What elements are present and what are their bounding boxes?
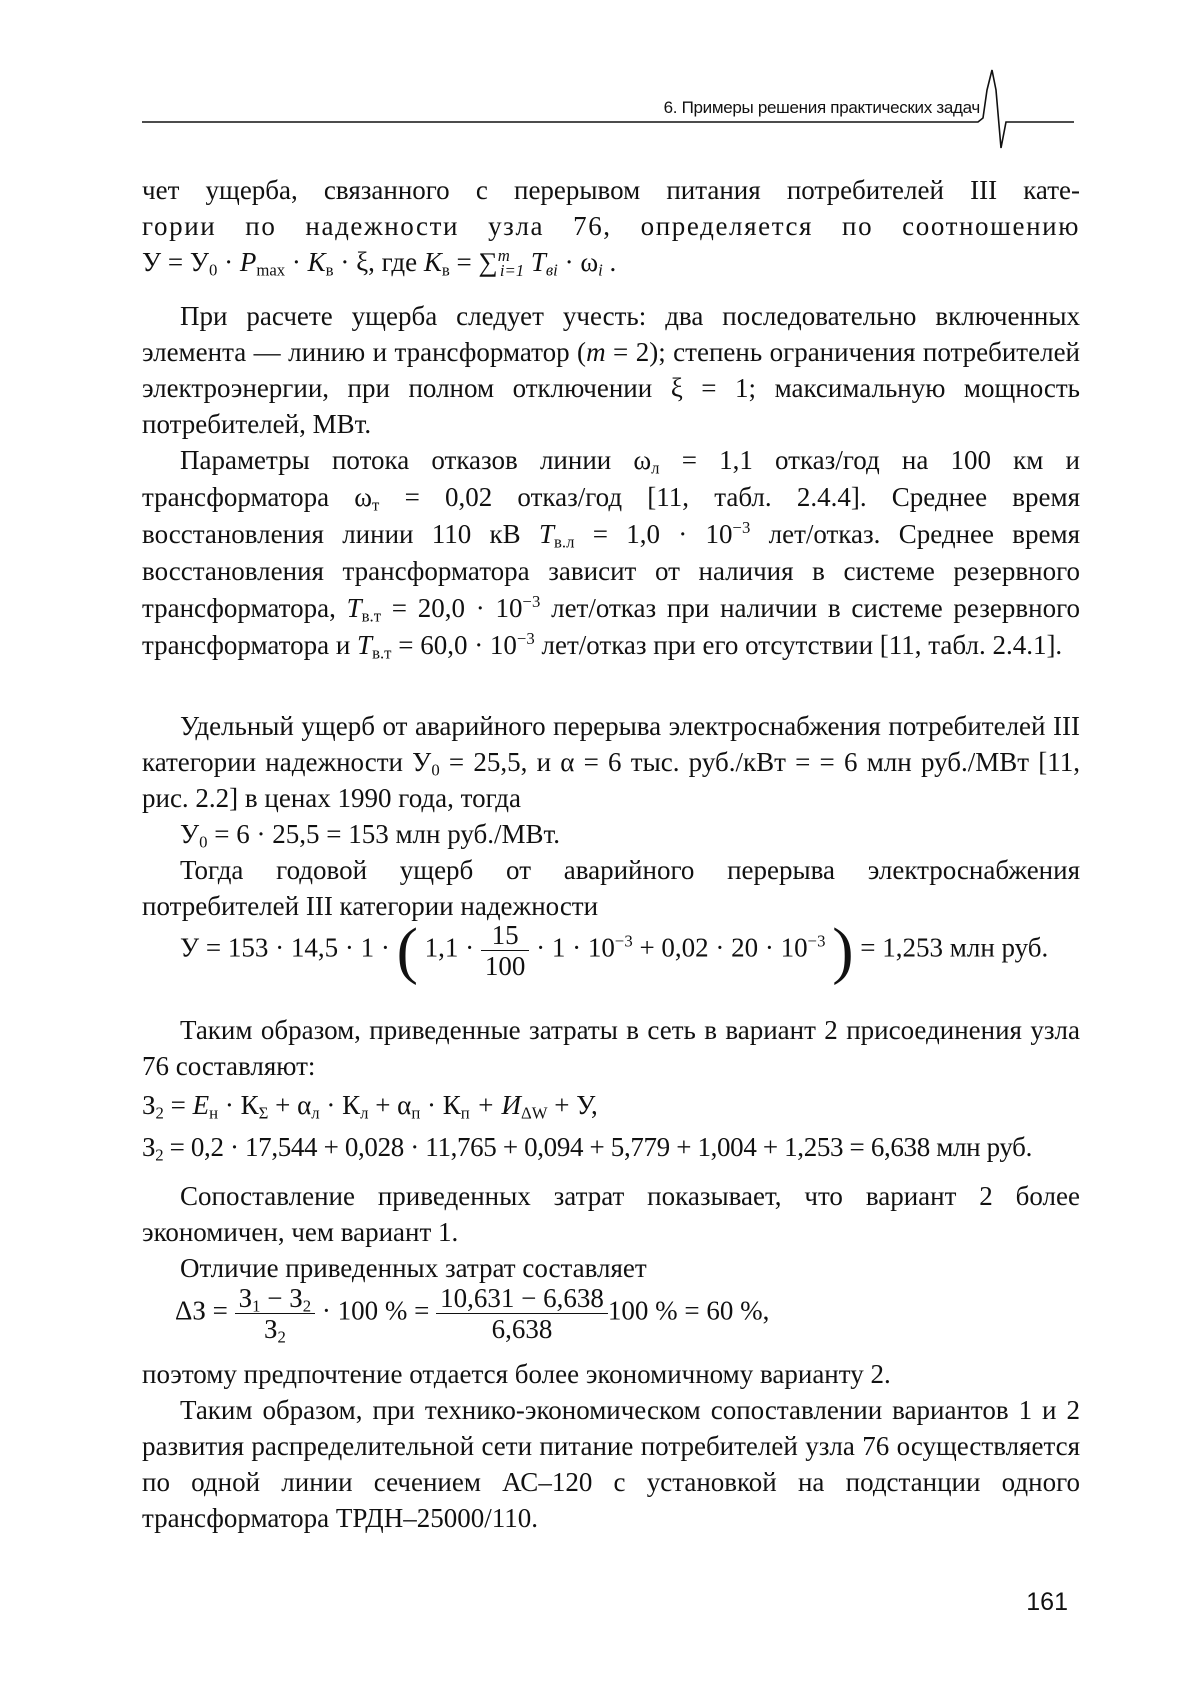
text-line: чет ущерба, связанного с перерывом питания потребителей III кате-: [142, 175, 1080, 205]
header-rule-with-pulse-icon: [0, 0, 1200, 160]
formula-z2-numeric: $З_2 = 0,2 \cdot 17,544 + 0,028 \cdot 11,765 + 0,094 + 5,779 + 1,004 + 1,253 = 6,638$ млн руб.: [142, 1132, 1032, 1165]
page-number: 161: [1026, 1588, 1068, 1616]
paragraph-1: [142, 172, 1080, 280]
text-line: гории по надежности узла 76, определяется по соотношению: [142, 211, 1080, 241]
paragraph-3: Параметры потока отказов линии $\omega_л = 1,1$ отказ/год на 100 км и трансформатора $\omega_т = 0,02$ отказ/год [11, табл. 2.4.4]. Среднее время восстановления линии 110 кВ $T_{в.л} = 1,0 \cdot 10^{-3}$ лет/отказ. Среднее время восстановления трансформатора зависит от наличия в системе резервного трансформатора, $T_{в.т} = 20,0 \cdot 10^{-3}$ лет/отказ при наличии в системе резервного трансформатора и $T_{в.т} = 60,0 \cdot 10^{-3}$ лет/отказ при его отсутствии [11, табл. 2.4.1].: [142, 445, 1081, 663]
paragraph-5: Тогда годовой ущерб от аварийного перерыва электроснабжения потребителей III категории надежности: [142, 855, 1080, 921]
formula-specific-damage: $У_0 = 6 \cdot 25,5 = 153$ млн руб./МВт.: [180, 819, 561, 852]
paragraph-8: Отличие приведенных затрат составляет: [180, 1253, 647, 1283]
formula-cost-difference: ΔЗ = $\frac{З_1 - З_2}{З_2}$ · 100 % = $\frac{10,631 - 6,638}{6,638}$ 100 % = 60 %,: [175, 1283, 770, 1347]
paragraph-10: Таким образом, при технико-экономическом сопоставлении вариантов 1 и 2 развития распределительной сети питание потребителей узла 76 осуществляется по одной линии сечением АС–120 с установкой на подстанции одного трансформатора ТРДН–25000/110.: [142, 1395, 1080, 1533]
formula-damage-definition: $У = У_0 \cdot P_{max} \cdot K_в \cdot \xi$, где $K_в = \sum^m_{i=1}$ $T_{вi} \cdot \omega_i$ .: [142, 245, 617, 280]
paragraph-4: Удельный ущерб от аварийного перерыва электроснабжения потребителей III категории надежности $У_0 = 25,5$, и α = 6 тыс. руб./кВт = = 6 млн руб./МВт [11, рис. 2.2] в ценах 1990 года, тогда $У_0 = 6 \cdot 25,5 = 153$ млн руб./МВт.: [142, 711, 1080, 852]
running-title: 6. Примеры решения практических задач: [663, 98, 980, 117]
paragraph-6: Таким образом, приведенные затраты в сеть в вариант 2 присоединения узла 76 составляют: $З_2 = E_н \cdot К_\Sigma + \alpha_л \cdot К_л + \alpha_п \cdot К_п + И_{\Delta W} + У$, $З_2 = 0,2 \cdot 17,544 + 0,028 \cdot 11,765 + 0,094 + 5,779 + 1,004 + 1,253 = 6,638$ млн руб.: [142, 1012, 1080, 1168]
formula-z2-general: $З_2 = E_н \cdot К_\Sigma + \alpha_л \cdot К_л + \alpha_п \cdot К_п + И_{\Delta W} + У$,: [142, 1090, 598, 1123]
paragraph-9: поэтому предпочтение отдается более экономичному варианту 2.: [142, 1359, 891, 1389]
formula-annual-damage: У = 153 · 14,5 · 1 · ( 1,1 · $\frac{15}{100}$ · $1 \cdot 10^{-3} + 0,02 \cdot 20 \cdot 10^{-3}$ ) = 1,253 млн руб.: [180, 914, 1049, 986]
paragraph-7: Сопоставление приведенных затрат показывает, что вариант 2 более экономичен, чем вариант 1.: [142, 1181, 1080, 1247]
paragraph-2: При расчете ущерба следует учесть: два последовательно включенных элемента — линию и трансформатор (m = 2); степень ограничения потребителей электроэнергии, при полном отключении ξ = 1; максимальную мощность потребителей, МВт.: [142, 301, 1081, 439]
